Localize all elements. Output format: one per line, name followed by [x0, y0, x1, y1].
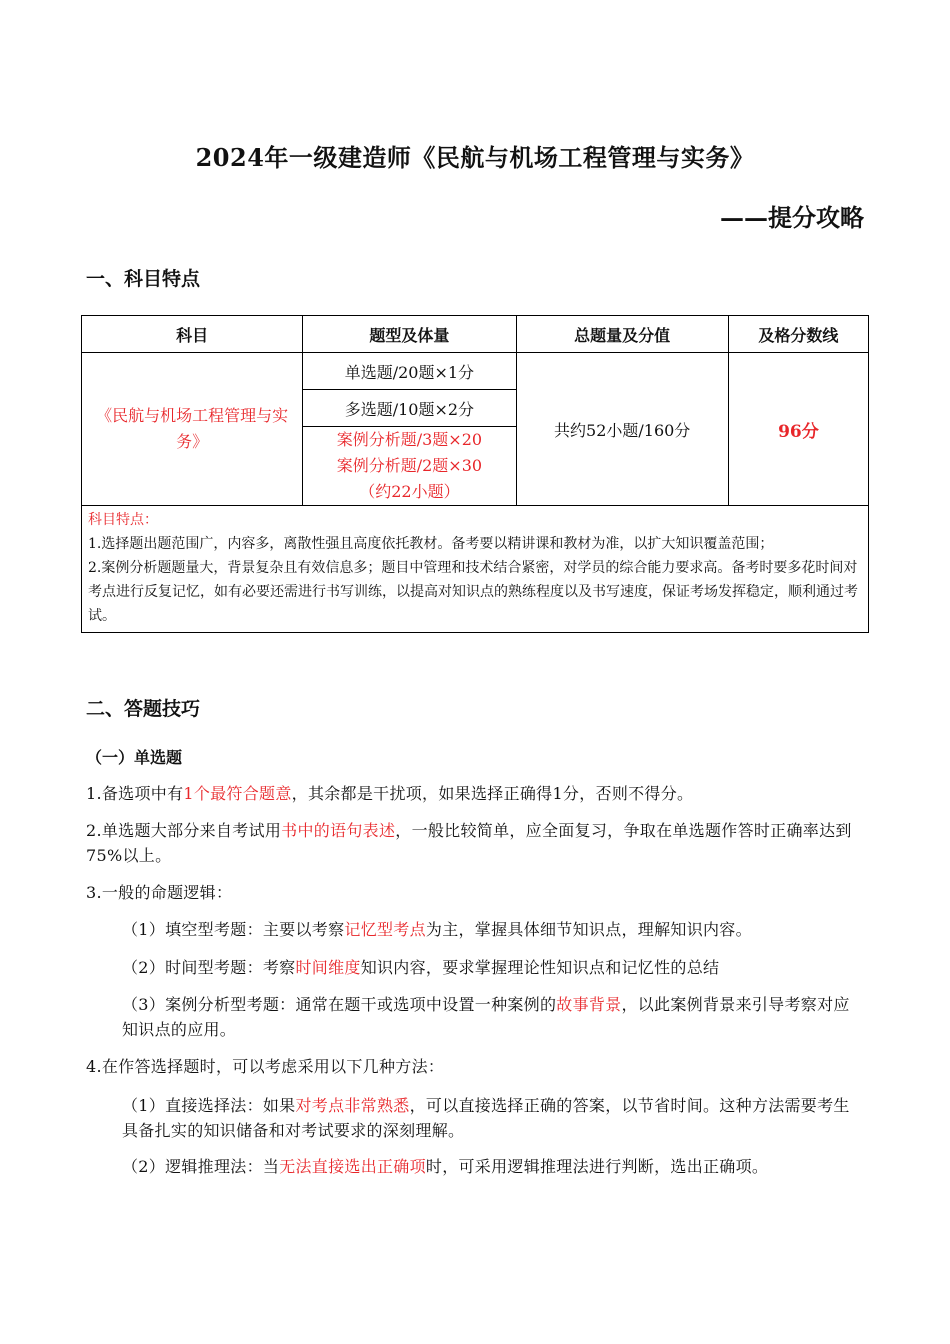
tip-paragraph [86, 818, 864, 868]
note-item: 2.案例分析题题量大，背景复杂且有效信息多；题目中管理和技术结合紧密，对学员的综合能力要求高。备考时要多花时间对考点进行反复记忆，如有必要还需进行书写训练，以提高对知识点的熟练程度以及书写速度，保证考场发挥稳定，顺利通过考试。 [88, 560, 858, 624]
document-title: 2024年一级建造师《民航与机场工程管理与实务》 [195, 143, 755, 172]
table-header-cell: 科目 [82, 316, 303, 353]
text-run: （1）填空型考题：主要以考察 [122, 920, 345, 939]
case-type-label: 案例分析题/3题×20 [336, 430, 483, 449]
text-run: （2）逻辑推理法：当 [122, 1157, 280, 1176]
question-type-single: 单选题/20题×1分 [303, 353, 516, 390]
pass-line-cell: 96分 [728, 353, 868, 506]
notes-cell [82, 506, 869, 633]
text-run: ，其余都是干扰项，如果选择正确得1分，否则不得分。 [291, 784, 694, 803]
text-run: （1）直接选择法：如果 [122, 1096, 296, 1115]
table-header-cell: 总题量及分值 [516, 316, 728, 353]
highlight-text: 故事背景 [556, 995, 622, 1014]
table-header-cell: 题型及体量 [303, 316, 516, 353]
tip-subitem [122, 992, 864, 1042]
subject-cell: 《民航与机场工程管理与实务》 [82, 353, 303, 506]
tip-subitem [122, 917, 864, 942]
case-count-note: （约22小题） [359, 482, 460, 501]
table-header-cell: 及格分数线 [728, 316, 868, 353]
section-heading-tips: 二、答题技巧 [86, 698, 201, 720]
highlight-text: 时间维度 [295, 958, 361, 977]
highlight-text: 无法直接选出正确项 [279, 1157, 426, 1176]
table-notes-row [82, 506, 869, 633]
highlight-text: 1个最符合题意 [183, 784, 292, 803]
text-run: ，以此案例背景来引导考察对应知识点的应用。 [122, 995, 850, 1039]
subject-summary-table [81, 315, 869, 633]
highlight-text: 对考点非常熟悉 [295, 1096, 410, 1115]
highlight-text: 书中的语句表述 [281, 821, 396, 840]
question-type-multi: 多选题/10题×2分 [303, 390, 516, 427]
note-item: 1.选择题出题范围广，内容多，离散性强且高度依托教材。备考要以精讲课和教材为准，以扩大知识覆盖范围； [88, 536, 774, 552]
highlight-text: 记忆型考点 [344, 920, 426, 939]
table-row [82, 353, 869, 390]
text-run: （3）案例分析型考题：通常在题干或选项中设置一种案例的 [122, 995, 557, 1014]
tip-paragraph [86, 781, 864, 806]
notes-title: 科目特点： [88, 512, 158, 528]
tip-paragraph: 3.一般的命题逻辑： [86, 883, 233, 902]
text-run: 为主，掌握具体细节知识点，理解知识内容。 [425, 920, 752, 939]
text-run: 知识内容，要求掌握理论性知识点和记忆性的总结 [360, 958, 720, 977]
question-type-case [303, 427, 516, 506]
tip-paragraph: 4.在作答选择题时，可以考虑采用以下几种方法： [86, 1057, 445, 1076]
text-run: （2）时间型考题：考察 [122, 958, 296, 977]
text-run: ，可以直接选择正确的答案，以节省时间。这种方法需要考生具备扎实的知识储备和对考试要求的深刻理解。 [122, 1096, 850, 1140]
tip-subitem [122, 955, 864, 980]
text-run: ，一般比较简单，应全面复习，争取在单选题作答时正确率达到75%以上。 [86, 821, 852, 865]
table-header-row [82, 316, 869, 353]
section-heading-features: 一、科目特点 [86, 268, 201, 290]
tip-subitem [122, 1093, 864, 1143]
total-score-cell: 共约52小题/160分 [516, 353, 728, 506]
text-run: 时，可采用逻辑推理法进行判断，选出正确项。 [425, 1157, 769, 1176]
text-run: 1.备选项中有 [86, 784, 184, 803]
text-run: 2.单选题大部分来自考试用 [86, 821, 282, 840]
subsection-heading-single: （一）单选题 [86, 748, 183, 767]
tip-subitem [122, 1154, 864, 1179]
case-type-label: 案例分析题/2题×30 [336, 456, 483, 475]
document-subtitle: ——提分攻略 [720, 203, 864, 232]
